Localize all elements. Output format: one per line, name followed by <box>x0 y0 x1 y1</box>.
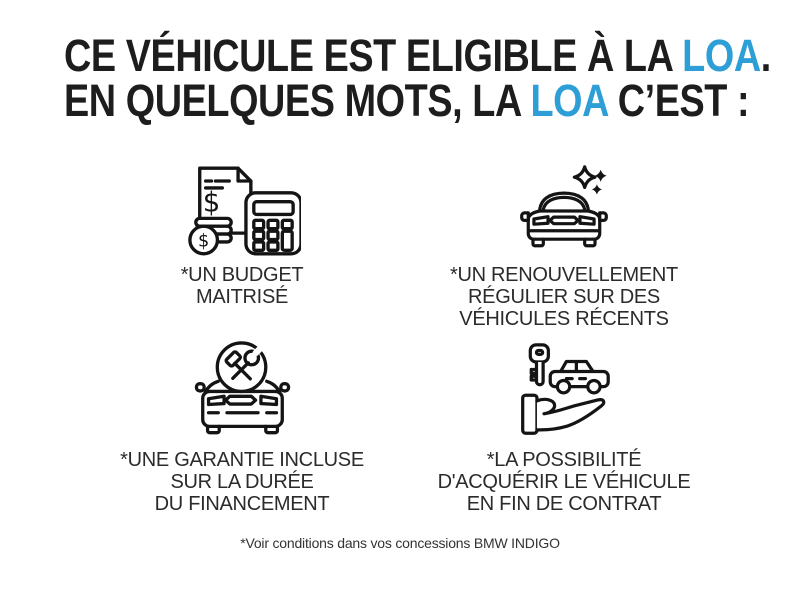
page-title <box>0 30 800 126</box>
legal-note <box>0 535 800 551</box>
budget-calculator-icon <box>72 163 412 258</box>
svg-text:$: $ <box>197 230 209 251</box>
warranty-car-tools-icon <box>72 342 412 437</box>
title-text: C’EST : <box>607 75 750 126</box>
benefit-purchase-option <box>394 342 734 515</box>
title-text: . <box>760 30 771 81</box>
benefit-label: *UNE GARANTIE INCLUSE SUR LA DURÉE DU FINANCEMENT <box>120 449 364 515</box>
benefit-label: *UN BUDGET MAITRISÉ <box>180 264 304 308</box>
title-line-1 <box>64 30 771 81</box>
benefit-label: *LA POSSIBILITÉ D'ACQUÉRIR LE VÉHICULE EN FIN DE CONTRAT <box>437 449 691 515</box>
title-line-2 <box>64 75 750 126</box>
purchase-hand-key-car-icon <box>394 342 734 437</box>
title-text: CE VÉHICULE EST ELIGIBLE À LA <box>64 30 683 81</box>
svg-text:$: $ <box>202 185 220 218</box>
benefit-renewal <box>394 163 734 330</box>
benefit-budget <box>72 163 412 308</box>
renewal-car-sparkles-icon <box>394 163 734 258</box>
title-highlight-loa: LOA <box>682 30 761 81</box>
benefit-label: *UN RENOUVELLEMENT RÉGULIER SUR DES VÉHICULES RÉCENTS <box>450 264 678 330</box>
title-text: EN QUELQUES MOTS, LA <box>64 75 531 126</box>
legal-note-text: *Voir conditions dans vos concessions BMW INDIGO <box>240 535 560 551</box>
benefit-warranty <box>72 342 412 515</box>
title-highlight-loa: LOA <box>530 75 608 126</box>
